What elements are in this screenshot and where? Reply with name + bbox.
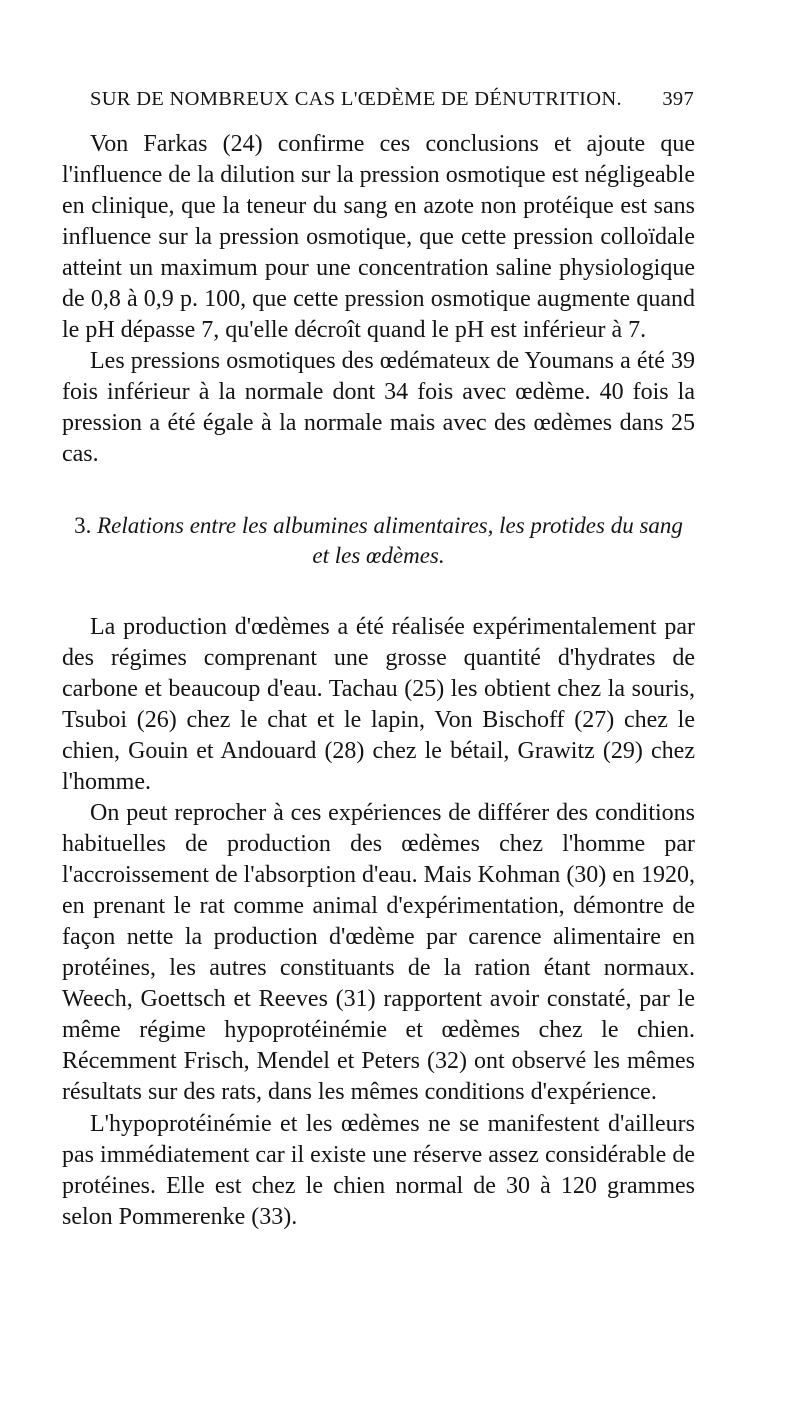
section-heading [62, 511, 695, 571]
section-number: 3. [74, 513, 92, 538]
paragraph-youmans: Les pressions osmotiques des œdémateux de Youmans a été 39 fois inférieur à la normale dont 34 fois avec œdème. 40 fois la pression a été égale à la normale mais avec des œdèmes dans 25 cas. [62, 348, 695, 467]
paragraph-production-oedemes: La production d'œdèmes a été réalisée expérimentalement par des régimes comprenant une grosse quantité d'hydrates de carbone et beaucoup d'eau. Tachau (25) les obtient chez la souris, Tsuboi (26) chez le chat et le lapin, Von Bischoff (27) chez le chien, Gouin et Andouard (28) chez le bétail, Grawitz (29) chez l'homme. [62, 614, 695, 795]
paragraph-kohman: On peut reprocher à ces expériences de différer des conditions habituelles de production des œdèmes chez l'homme par l'accroissement de l'absorption d'eau. Mais Kohman (30) en 1920, en prenant le rat comme animal d'expérimentation, démontre de façon nette la production d'œdème par carence alimentaire en protéines, les autres constituants de la ration étant normaux. Weech, Goettsch et Reeves (31) rapportent avoir constaté, par le même régime hypoprotéinémie et œdèmes chez le chien. Récemment Frisch, Mendel et Peters (32) ont observé les mêmes résultats sur des rats, dans les mêmes conditions d'expérience. [62, 800, 695, 1105]
running-head-title: SUR DE NOMBREUX CAS L'ŒDÈME DE DÉNUTRITION. [90, 88, 622, 110]
paragraph-von-farkas: Von Farkas (24) confirme ces conclusions et ajoute que l'influence de la dilution sur la pression osmotique est négligeable en clinique, que la teneur du sang en azote non protéique est sans influence sur la pression osmotique, que cette pression colloïdale atteint un maximum pour une concentration saline physiologique de 0,8 à 0,9 p. 100, que cette pression osmotique augmente quand le pH dépasse 7, qu'elle décroît quand le pH est inférieur à 7. [62, 131, 695, 343]
section-title-line-1: Relations entre les albumines alimentaires, les protides du sang [97, 513, 683, 538]
page-number: 397 [662, 88, 694, 110]
paragraph-hypoproteinemie: L'hypoprotéinémie et les œdèmes ne se manifestent d'ailleurs pas immédiatement car il existe une réserve assez considérable de protéines. Elle est chez le chien normal de 30 à 120 grammes selon Pommerenke (33). [62, 1111, 695, 1230]
running-head [90, 88, 694, 111]
section-title-line-2: et les œdèmes. [312, 543, 445, 568]
body-text [62, 129, 695, 1233]
